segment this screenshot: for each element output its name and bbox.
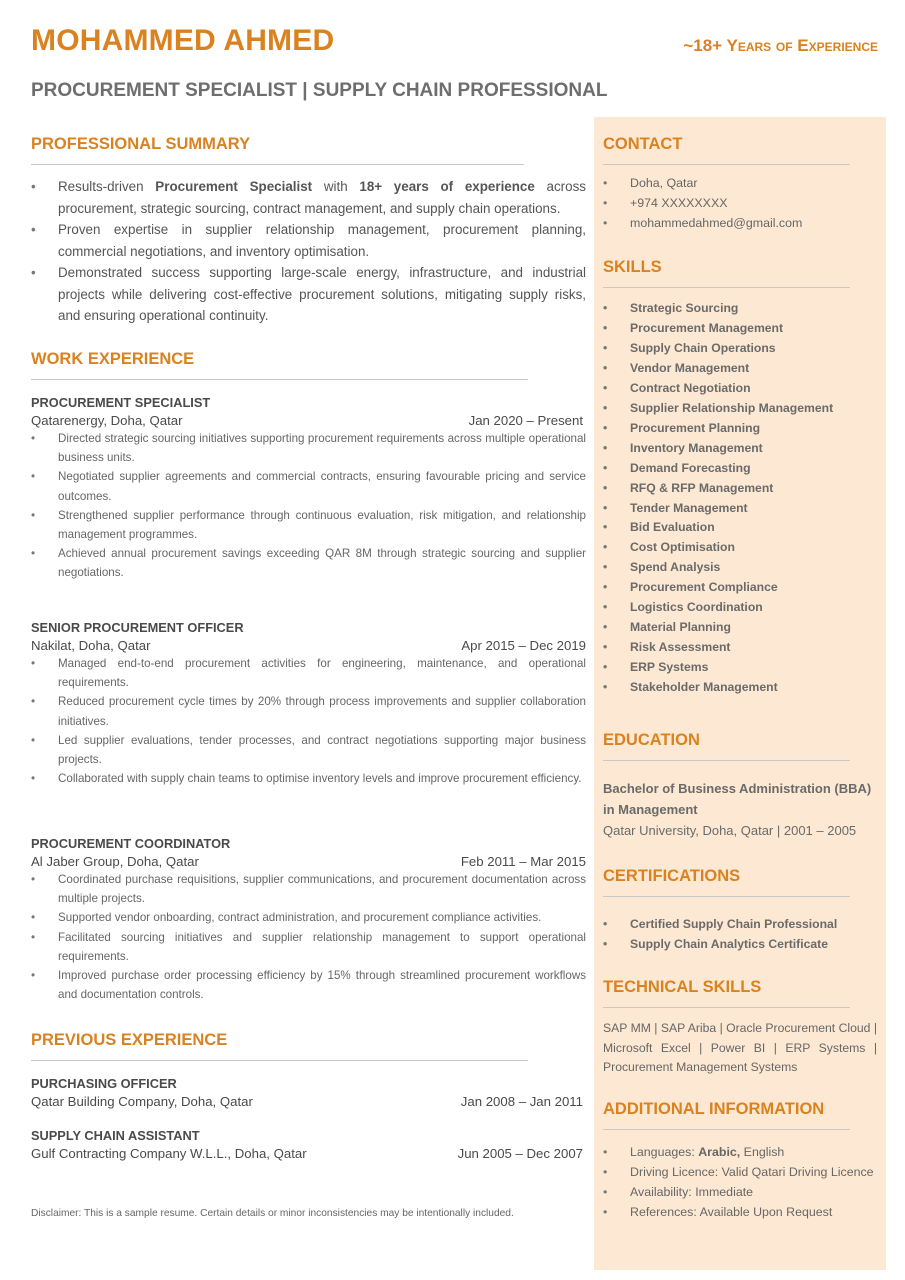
job-entry	[31, 395, 586, 583]
job-meta	[31, 1146, 586, 1161]
previous-job-entry	[31, 1128, 586, 1161]
previous-job-entry	[31, 1076, 586, 1109]
education-divider	[603, 760, 850, 761]
technical-skills-section	[603, 978, 877, 1078]
additional-info-divider	[603, 1129, 850, 1130]
skill-item: • Inventory Management	[603, 439, 850, 459]
job-dates: Apr 2015 – Dec 2019	[461, 638, 586, 653]
job-meta	[31, 638, 586, 653]
previous-experience-section	[31, 1031, 586, 1061]
summary-item: • Proven expertise in supplier relationship management, procurement planning, commercial negotiations, and inventory optimisation.	[31, 219, 586, 262]
skill-item: • Strategic Sourcing	[603, 299, 850, 319]
job-bullets	[31, 429, 586, 583]
contact-phone: • +974 XXXXXXXX	[603, 194, 850, 214]
contact-email: • mohammedahmed@gmail.com	[603, 214, 850, 234]
certifications-divider	[603, 896, 850, 897]
job-dates: Jan 2020 – Present	[468, 413, 583, 428]
skill-item: • ERP Systems	[603, 658, 850, 678]
certification-item: • Certified Supply Chain Professional	[603, 915, 850, 935]
languages-primary: Arabic,	[698, 1145, 741, 1159]
certifications-list	[603, 915, 850, 955]
skill-item: • Tender Management	[603, 499, 850, 519]
certifications-title: CERTIFICATIONS	[603, 867, 741, 885]
sidebar	[594, 117, 886, 1270]
previous-experience-divider	[31, 1060, 528, 1061]
job-title: PROCUREMENT COORDINATOR	[31, 836, 231, 851]
summary-divider	[31, 164, 524, 165]
skill-item: • Demand Forecasting	[603, 459, 850, 479]
job-dates: Jun 2005 – Dec 2007	[457, 1146, 583, 1161]
contact-title: CONTACT	[603, 135, 683, 153]
additional-info-section	[603, 1100, 877, 1223]
skill-item: • Stakeholder Management	[603, 678, 850, 698]
education-title: EDUCATION	[603, 731, 700, 749]
certification-item: • Supply Chain Analytics Certificate	[603, 935, 850, 955]
skills-section	[603, 258, 850, 698]
skill-item: • Vendor Management	[603, 359, 850, 379]
summary-highlight: Procurement Specialist	[155, 179, 313, 194]
summary-text: across procurement, strategic sourcing, contract management, and supply chain operations.	[58, 179, 586, 216]
skill-item: • Contract Negotiation	[603, 379, 850, 399]
job-meta	[31, 1094, 586, 1109]
languages-rest: English	[740, 1145, 785, 1159]
candidate-name: MOHAMMED AHMED	[31, 24, 335, 57]
skill-item: • Supply Chain Operations	[603, 339, 850, 359]
job-title: PURCHASING OFFICER	[31, 1076, 177, 1091]
summary-list	[31, 176, 586, 327]
previous-experience-title: PREVIOUS EXPERIENCE	[31, 1031, 228, 1049]
driving-licence-item: • Driving Licence: Valid Qatari Driving Licence	[603, 1163, 877, 1183]
years-experience: ~18+ Years of Experience	[683, 36, 878, 55]
skill-item: • Bid Evaluation	[603, 518, 850, 538]
work-experience-divider	[31, 379, 528, 380]
summary-item: • Demonstrated success supporting large-scale energy, infrastructure, and industrial projects while delivering cost-effective procurement solutions, mitigating supply risks, and ensuring operational continuity.	[31, 262, 586, 327]
skills-list	[603, 299, 850, 698]
skill-item: • Logistics Coordination	[603, 598, 850, 618]
job-bullets	[31, 870, 586, 1004]
job-bullet: • Collaborated with supply chain teams to optimise inventory levels and improve procurement efficiency.	[31, 769, 586, 788]
languages-label: Languages:	[630, 1145, 699, 1159]
job-title: SUPPLY CHAIN ASSISTANT	[31, 1128, 200, 1143]
summary-section	[31, 135, 586, 327]
contact-divider	[603, 164, 850, 165]
job-meta	[31, 854, 586, 869]
job-bullet: • Reduced procurement cycle times by 20% through process improvements and supplier collaboration initiatives.	[31, 692, 586, 730]
job-dates: Feb 2011 – Mar 2015	[460, 854, 586, 869]
job-bullet: • Led supplier evaluations, tender processes, and contract negotiations supporting major business projects.	[31, 731, 586, 769]
job-entry	[31, 836, 586, 1004]
job-meta	[31, 413, 586, 428]
job-bullet: • Negotiated supplier agreements and commercial contracts, ensuring favourable pricing and service outcomes.	[31, 467, 586, 505]
job-entry	[31, 620, 586, 788]
professional-subtitle: PROCUREMENT SPECIALIST | SUPPLY CHAIN PROFESSIONAL	[31, 80, 608, 101]
job-title: SENIOR PROCUREMENT OFFICER	[31, 620, 244, 635]
job-bullet: • Facilitated sourcing initiatives and supplier relationship management to support operational requirements.	[31, 928, 586, 966]
job-company: Gulf Contracting Company W.L.L., Doha, Qatar	[31, 1146, 307, 1161]
job-bullet: • Managed end-to-end procurement activities for engineering, maintenance, and operational requirements.	[31, 654, 586, 692]
education-section	[603, 731, 875, 841]
summary-text: Results-driven	[58, 179, 156, 194]
job-bullet: • Improved purchase order processing efficiency by 15% through streamlined procurement workflows and documentation controls.	[31, 966, 586, 1004]
skill-item: • Procurement Management	[603, 319, 850, 339]
skill-item: • Cost Optimisation	[603, 538, 850, 558]
technical-skills-title: TECHNICAL SKILLS	[603, 978, 762, 996]
job-bullet: • Strengthened supplier performance through continuous evaluation, risk mitigation, and relationship management programmes.	[31, 506, 586, 544]
skill-item: • Material Planning	[603, 618, 850, 638]
references-item: • References: Available Upon Request	[603, 1203, 877, 1223]
job-company: Qatar Building Company, Doha, Qatar	[31, 1094, 253, 1109]
summary-item	[31, 176, 586, 219]
languages-item	[603, 1143, 877, 1163]
job-company: Nakilat, Doha, Qatar	[31, 638, 151, 653]
summary-highlight: 18+ years of experience	[359, 179, 535, 194]
skill-item: • Procurement Planning	[603, 419, 850, 439]
job-dates: Jan 2008 – Jan 2011	[460, 1094, 583, 1109]
availability-item: • Availability: Immediate	[603, 1183, 877, 1203]
contact-list	[603, 174, 850, 234]
skill-item: • Supplier Relationship Management	[603, 399, 850, 419]
skill-item: • Procurement Compliance	[603, 578, 850, 598]
additional-info-title: ADDITIONAL INFORMATION	[603, 1100, 825, 1118]
summary-text: with	[312, 179, 360, 194]
job-title: PROCUREMENT SPECIALIST	[31, 395, 211, 410]
job-bullet: • Achieved annual procurement savings exceeding QAR 8M through strategic sourcing and supplier negotiations.	[31, 544, 586, 582]
job-bullet: • Supported vendor onboarding, contract administration, and procurement compliance activities.	[31, 908, 586, 927]
skills-divider	[603, 287, 850, 288]
job-company: Al Jaber Group, Doha, Qatar	[31, 854, 199, 869]
skill-item: • RFQ & RFP Management	[603, 479, 850, 499]
additional-info-list	[603, 1143, 877, 1223]
certifications-section	[603, 867, 850, 955]
job-bullet: • Directed strategic sourcing initiatives supporting procurement requirements across multiple operational business units.	[31, 429, 586, 467]
work-experience-title: WORK EXPERIENCE	[31, 350, 195, 368]
education-school: Qatar University, Doha, Qatar | 2001 – 2005	[603, 823, 857, 838]
education-degree: Bachelor of Business Administration (BBA) in Management	[603, 781, 872, 817]
job-bullet: • Coordinated purchase requisitions, supplier communications, and procurement documentation across multiple projects.	[31, 870, 586, 908]
technical-skills-text: SAP MM | SAP Ariba | Oracle Procurement Cloud | Microsoft Excel | Power BI | ERP Systems | Procurement Management Systems	[603, 1021, 877, 1075]
work-experience-section	[31, 350, 586, 380]
contact-location: • Doha, Qatar	[603, 174, 850, 194]
job-company: Qatarenergy, Doha, Qatar	[31, 413, 183, 428]
skill-item: • Risk Assessment	[603, 638, 850, 658]
technical-skills-divider	[603, 1007, 850, 1008]
summary-title: PROFESSIONAL SUMMARY	[31, 135, 251, 153]
disclaimer: Disclaimer: This is a sample resume. Certain details or minor inconsistencies may be intentionally included.	[31, 1208, 514, 1219]
skills-title: SKILLS	[603, 258, 662, 276]
contact-section	[603, 135, 850, 234]
skill-item: • Spend Analysis	[603, 558, 850, 578]
job-bullets	[31, 654, 586, 788]
